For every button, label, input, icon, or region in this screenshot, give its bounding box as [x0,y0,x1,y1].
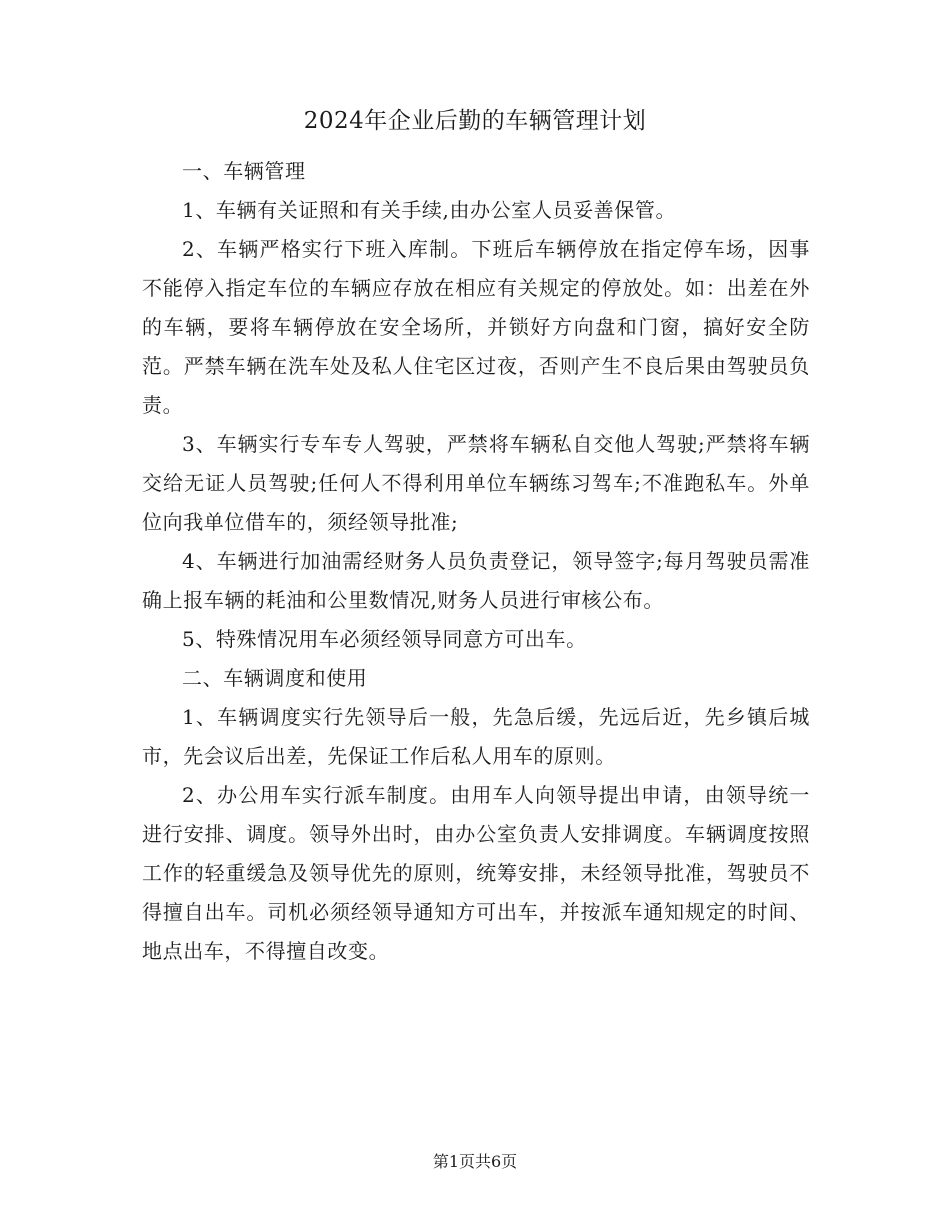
section-heading: 二、车辆调度和使用 [182,666,368,690]
paragraph: 3、车辆实行专车专人驾驶，严禁将车辆私自交他人驾驶;严禁将车辆交给无证人员驾驶;任何人不得利用单位车辆练习驾车;不准跑私车。外单位向我单位借车的，须经领导批准; [142,432,810,534]
section-heading: 一、车辆管理 [182,159,306,183]
paragraph: 2、办公用车实行派车制度。由用车人向领导提出申请，由领导统一进行安排、调度。领导外出时，由办公室负责人安排调度。车辆调度按照工作的轻重缓急及领导优先的原则，统筹安排，未经领导批准，驾驶员不得擅自出车。司机必须经领导通知方可出车，并按派车通知规定的时间、地点出车，不得擅自改变。 [142,783,810,963]
paragraph: 5、特殊情况用车必须经领导同意方可出车。 [182,627,587,651]
document-title: 2024年企业后勤的车辆管理计划 [303,108,647,134]
paragraph: 2、车辆严格实行下班入库制。下班后车辆停放在指定停车场，因事不能停入指定车位的车辆应存放在相应有关规定的停放处。如：出差在外的车辆，要将车辆停放在安全场所，并锁好方向盘和门窗，搞好安全防范。严禁车辆在洗车处及私人住宅区过夜，否则产生不良后果由驾驶员负责。 [142,237,810,417]
paragraph: 4、车辆进行加油需经财务人员负责登记，领导签字;每月驾驶员需准确上报车辆的耗油和公里数情况,财务人员进行审核公布。 [142,549,810,612]
paragraph: 1、车辆有关证照和有关手续,由办公室人员妥善保管。 [182,198,677,222]
paragraph: 1、车辆调度实行先领导后一般，先急后缓，先远后近，先乡镇后城市，先会议后出差，先保证工作后私人用车的原则。 [142,705,810,768]
page-number-footer: 第1页共6页 [432,1152,518,1171]
document-body [142,152,810,971]
